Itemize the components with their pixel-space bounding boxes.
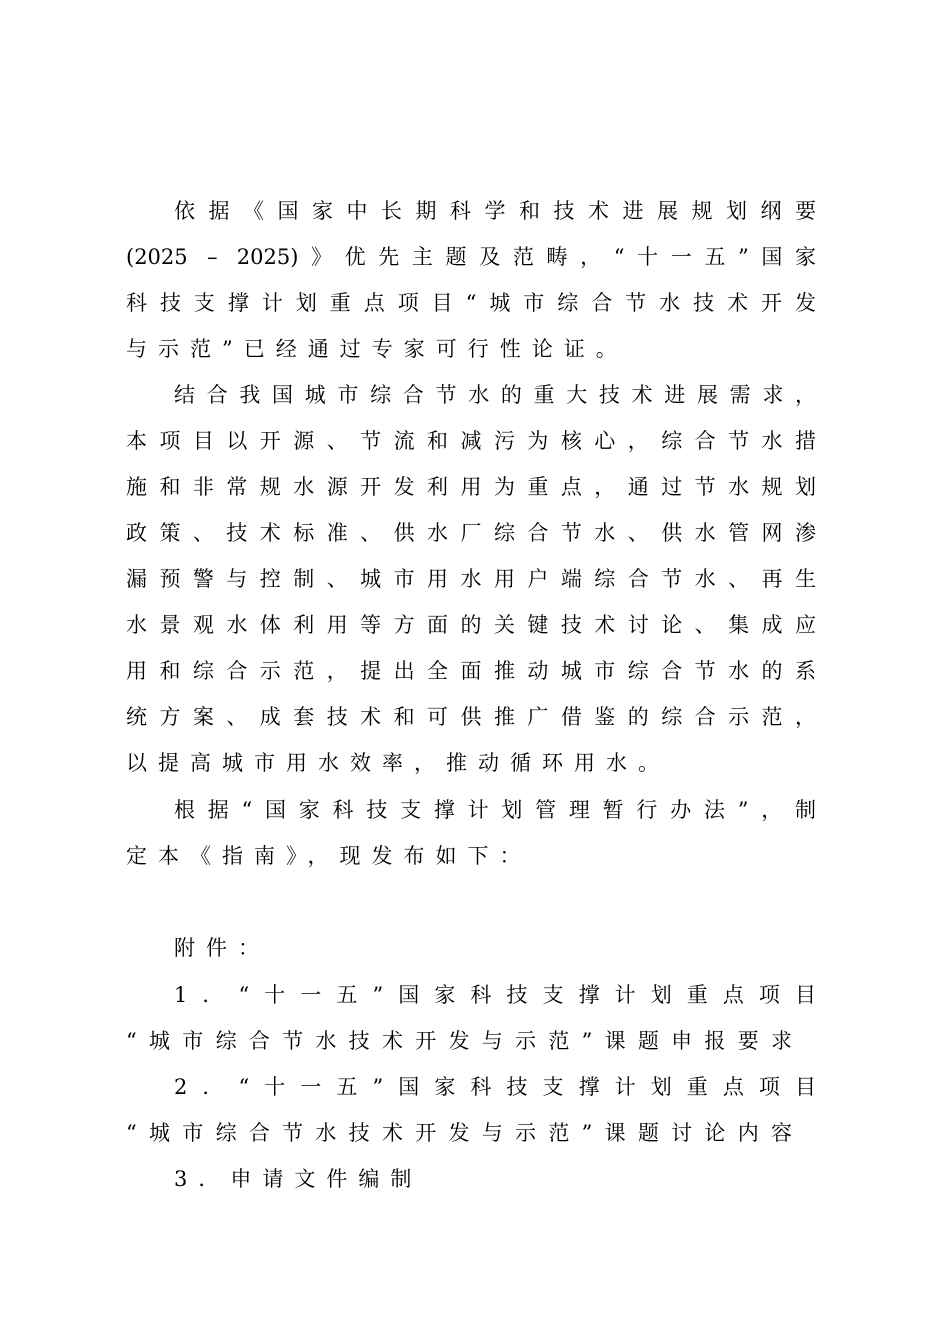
attachment-2-line-1: 2．“十一五”国家科技支撑计划重点项目	[174, 1075, 816, 1099]
paragraph-3-line-2: 定本《指南》，现发布如下：	[126, 844, 532, 868]
paragraph-2-line-3: 施和非常规水源开发利用为重点，通过节水规划	[126, 475, 816, 499]
paragraph-1-line-1: 依据《国家中长期科学和技术进展规划纲要	[174, 199, 816, 223]
attachments-heading: 附件：	[174, 936, 270, 960]
paragraph-2-line-8: 统方案、成套技术和可供推广借鉴的综合示范，	[126, 705, 816, 729]
paragraph-2-line-1: 结合我国城市综合节水的重大技术进展需求，	[174, 383, 816, 407]
paragraph-3-line-1: 根据“国家科技支撑计划管理暂行办法”，制	[174, 798, 816, 822]
paragraph-2-line-9: 以提高城市用水效率，推动循环用水。	[126, 751, 670, 775]
attachment-1-line-2: “城市综合节水技术开发与示范”课题申报要求	[126, 1029, 802, 1053]
paragraph-2-line-2: 本项目以开源、节流和减污为核心，综合节水措	[126, 429, 816, 453]
paragraph-2-line-4: 政策、技术标准、供水厂综合节水、供水管网渗	[126, 521, 816, 545]
paragraph-2-line-7: 用和综合示范，提出全面推动城市综合节水的系	[126, 659, 816, 683]
paragraph-1-line-2: (2025 – 2025)》优先主题及范畴，“十一五”国家	[126, 245, 816, 269]
attachment-1-line-1: 1．“十一五”国家科技支撑计划重点项目	[174, 983, 816, 1007]
paragraph-2-line-6: 水景观水体利用等方面的关键技术讨论、集成应	[126, 613, 816, 637]
attachment-3-line-1: 3．申请文件编制	[174, 1167, 423, 1191]
paragraph-1-line-4: 与示范”已经通过专家可行性论证。	[126, 337, 628, 361]
paragraph-1-line-3: 科技支撑计划重点项目“城市综合节水技术开发	[126, 291, 816, 315]
attachment-2-line-2: “城市综合节水技术开发与示范”课题讨论内容	[126, 1121, 802, 1145]
paragraph-2-line-5: 漏预警与控制、城市用水用户端综合节水、再生	[126, 567, 816, 591]
